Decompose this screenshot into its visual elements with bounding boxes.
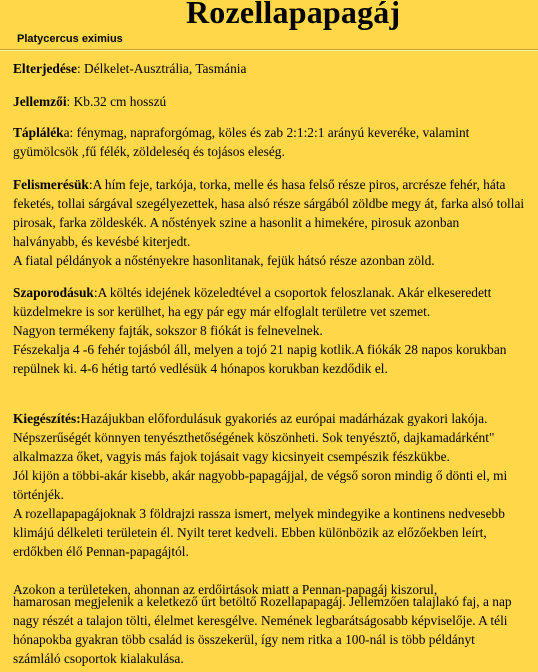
section-label: Kiegészítés: [13,411,81,426]
section-identify [13,175,525,270]
section-label: Szaporodásuk [13,285,94,300]
section-line: A rozellapapagájoknak 3 földrajzi rassza ismert, melyek mindegyike a kontinens nedvesebb klimájú délkeleti területein él. Nyilt teret kedveli. Ebben különbözik az előzőekben leírt, erdőkben élő Pennan-papagájtól. [13,506,505,559]
section-range [13,59,525,78]
section-extra [13,409,525,561]
latin-name: Platycercus eximius [17,33,123,45]
section-text: Hazájukban előfordulásuk gyakoriés az európai madárházak gyakori lakója. Népszerűségét könnyen tenyészthetőségének köszönheti. Sok tenyésztő, dajkamadárként" alkalmazza őket, vagyis más fajok tojásait vagy kicsinyeit csempészik fészkükbe. [13,411,495,464]
section-label: Jellemzői [13,94,67,109]
section-traits [13,92,525,111]
section-food [13,123,525,161]
section-line: Azokon a területeken, ahonnan az erdőirtások miatt a Pennan-papagáj kiszorul, [13,582,438,597]
section-line: hamarosan megjelenik a keletkező űrt betöltő Rozellapapagáj. Jellemzően talajlakó faj, a nap nagy részét a talajon tölti, élelmet keresgélve. Nemének legbarátságosabb képviselője. A téli hónapokba gyakran több család is összekerül, így nem ritka a 100-nál is több példányt számláló csoportok kialakulása. [13,594,512,666]
section-text: a: fénymag, napraforgómag, köles és zab 2:1:2:1 arányú keveréke, valamint gyümölcsök ,fű félék, zöldeleséq és tojásos eleség. [13,125,470,159]
page-title: Rozellapapagáj [186,0,401,30]
header-divider [0,49,538,51]
section-label: Elterjedése [13,61,77,76]
section-breeding [13,283,525,378]
section-line: Fészekalja 4 -6 fehér tojásból áll, melyen a tojó 21 napig kotlik.A fiókák 28 napos korukban repülnek ki. 4-6 hétig tartó vedlésük 4 hónapos korukban kezdődik el. [13,342,507,376]
section-line: A fiatal példányok a nőstényekre hasonlitanak, fejük hátsó része azonban zöld. [13,253,435,268]
section-text: : Délkelet-Ausztrália, Tasmánia [76,61,247,76]
section-line: Jól kijön a többi-akár kisebb, akár nagyobb-papagájjal, de végső soron mindig ő dönti el, mi történjék. [13,468,508,502]
section-text: : Kb.32 cm hosszú [66,94,167,109]
section-text: :A költés idejének közeledtével a csoportok feloszlanak. Akár elkeseredett küzdelmekre is sor kerülhet, ha egy pár egy már elfoglalt területre vet szemet. [13,285,492,319]
section-text: :A hím feje, tarkója, torka, melle és hasa felső része piros, arcrésze fehér, háta feketés, tollai sárgával szegélyezettek, hasa alsó része sárgából zöldbe megy át, farka alsó tollai pirosak, farka zöldeskék. A nőstények szine a hasonlit a himekére, pirosuk azonban halványabb, és kevésbé kiterjedt. [13,177,525,249]
section-label: Táplálék [13,125,64,140]
section-line: Nagyon termékeny fajták, sokszor 8 fiókát is felnevelnek. [13,323,323,338]
section-label: Felismerésük [13,177,89,192]
